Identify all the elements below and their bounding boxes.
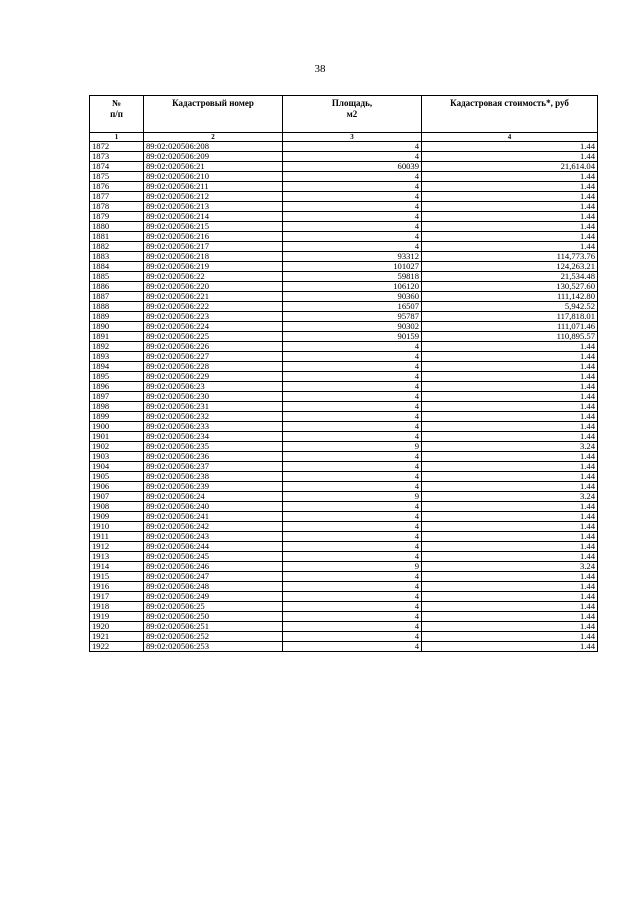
cadastral-number: 89:02:020506:237 xyxy=(144,462,283,472)
cadastral-number: 89:02:020506:252 xyxy=(144,632,283,642)
area-value: 9 xyxy=(283,442,422,452)
column-number: 4 xyxy=(422,133,598,142)
cadastral-value: 1.44 xyxy=(422,572,598,582)
row-number: 1910 xyxy=(90,522,144,532)
area-value: 4 xyxy=(283,642,422,652)
row-number: 1886 xyxy=(90,282,144,292)
cadastral-number: 89:02:020506:248 xyxy=(144,582,283,592)
table-row xyxy=(90,202,598,212)
cadastral-value: 1.44 xyxy=(422,592,598,602)
table-row xyxy=(90,412,598,422)
table-row xyxy=(90,432,598,442)
cadastral-number: 89:02:020506:251 xyxy=(144,622,283,632)
row-number: 1896 xyxy=(90,382,144,392)
table-row xyxy=(90,572,598,582)
cadastral-number: 89:02:020506:209 xyxy=(144,152,283,162)
area-value: 4 xyxy=(283,142,422,152)
row-number: 1872 xyxy=(90,142,144,152)
header-cadastral-number: Кадастровый номер xyxy=(144,96,283,133)
row-number: 1890 xyxy=(90,322,144,332)
row-number: 1922 xyxy=(90,642,144,652)
cadastral-number: 89:02:020506:222 xyxy=(144,302,283,312)
area-value: 4 xyxy=(283,232,422,242)
row-number: 1895 xyxy=(90,372,144,382)
cadastral-number: 89:02:020506:219 xyxy=(144,262,283,272)
table-row xyxy=(90,442,598,452)
table-row xyxy=(90,452,598,462)
table-row xyxy=(90,352,598,362)
row-number: 1874 xyxy=(90,162,144,172)
table-row xyxy=(90,632,598,642)
row-number: 1879 xyxy=(90,212,144,222)
cadastral-value: 1.44 xyxy=(422,452,598,462)
area-value: 4 xyxy=(283,482,422,492)
area-value: 4 xyxy=(283,222,422,232)
table-row xyxy=(90,272,598,282)
row-number: 1915 xyxy=(90,572,144,582)
table-row xyxy=(90,152,598,162)
row-number: 1875 xyxy=(90,172,144,182)
cadastral-number: 89:02:020506:249 xyxy=(144,592,283,602)
cadastral-value: 1.44 xyxy=(422,502,598,512)
table-row xyxy=(90,172,598,182)
column-number: 1 xyxy=(90,133,144,142)
table-row xyxy=(90,212,598,222)
table-row xyxy=(90,522,598,532)
area-value: 4 xyxy=(283,342,422,352)
area-value: 4 xyxy=(283,452,422,462)
row-number: 1917 xyxy=(90,592,144,602)
row-number: 1919 xyxy=(90,612,144,622)
cadastral-number: 89:02:020506:223 xyxy=(144,312,283,322)
area-value: 4 xyxy=(283,382,422,392)
cadastral-value: 1.44 xyxy=(422,412,598,422)
row-number: 1877 xyxy=(90,192,144,202)
table-row xyxy=(90,492,598,502)
cadastral-number: 89:02:020506:241 xyxy=(144,512,283,522)
header-number: № п/п xyxy=(90,96,144,133)
area-value: 4 xyxy=(283,602,422,612)
table-row xyxy=(90,472,598,482)
area-value: 4 xyxy=(283,582,422,592)
cadastral-value: 1.44 xyxy=(422,512,598,522)
cadastral-value: 1.44 xyxy=(422,622,598,632)
cadastral-value: 1.44 xyxy=(422,472,598,482)
table-row xyxy=(90,232,598,242)
cadastral-number: 89:02:020506:242 xyxy=(144,522,283,532)
table-row xyxy=(90,562,598,572)
column-number-row xyxy=(90,133,598,142)
cadastral-value: 1.44 xyxy=(422,392,598,402)
cadastral-number: 89:02:020506:230 xyxy=(144,392,283,402)
row-number: 1889 xyxy=(90,312,144,322)
cadastral-value: 1.44 xyxy=(422,632,598,642)
cadastral-value: 1.44 xyxy=(422,222,598,232)
cadastral-number: 89:02:020506:210 xyxy=(144,172,283,182)
cadastral-number: 89:02:020506:221 xyxy=(144,292,283,302)
table-row xyxy=(90,252,598,262)
column-number: 3 xyxy=(283,133,422,142)
row-number: 1899 xyxy=(90,412,144,422)
cadastral-value: 110,895.57 xyxy=(422,332,598,342)
area-value: 4 xyxy=(283,552,422,562)
cadastral-number: 89:02:020506:239 xyxy=(144,482,283,492)
cadastral-number: 89:02:020506:208 xyxy=(144,142,283,152)
cadastral-number: 89:02:020506:246 xyxy=(144,562,283,572)
row-number: 1892 xyxy=(90,342,144,352)
table-row xyxy=(90,512,598,522)
cadastral-value: 1.44 xyxy=(422,422,598,432)
row-number: 1900 xyxy=(90,422,144,432)
cadastral-value: 1.44 xyxy=(422,362,598,372)
area-value: 95787 xyxy=(283,312,422,322)
area-value: 4 xyxy=(283,632,422,642)
table-row xyxy=(90,222,598,232)
table-row xyxy=(90,382,598,392)
area-value: 93312 xyxy=(283,252,422,262)
area-value: 4 xyxy=(283,542,422,552)
cadastral-number: 89:02:020506:247 xyxy=(144,572,283,582)
header-area: Площадь, м2 xyxy=(283,96,422,133)
cadastral-value: 1.44 xyxy=(422,552,598,562)
table-row xyxy=(90,332,598,342)
table-row xyxy=(90,362,598,372)
table-row xyxy=(90,292,598,302)
table-row xyxy=(90,342,598,352)
cadastral-value: 1.44 xyxy=(422,352,598,362)
cadastral-value: 21,614.04 xyxy=(422,162,598,172)
row-number: 1881 xyxy=(90,232,144,242)
cadastral-value: 1.44 xyxy=(422,542,598,552)
area-value: 90302 xyxy=(283,322,422,332)
cadastral-value: 3.24 xyxy=(422,562,598,572)
cadastral-value: 1.44 xyxy=(422,612,598,622)
cadastral-number: 89:02:020506:212 xyxy=(144,192,283,202)
table-row xyxy=(90,182,598,192)
table-row xyxy=(90,602,598,612)
cadastral-number: 89:02:020506:23 xyxy=(144,382,283,392)
table-row xyxy=(90,142,598,152)
row-number: 1921 xyxy=(90,632,144,642)
cadastral-number: 89:02:020506:231 xyxy=(144,402,283,412)
table-row xyxy=(90,302,598,312)
row-number: 1873 xyxy=(90,152,144,162)
area-value: 4 xyxy=(283,502,422,512)
row-number: 1893 xyxy=(90,352,144,362)
table-row xyxy=(90,162,598,172)
area-value: 4 xyxy=(283,352,422,362)
row-number: 1883 xyxy=(90,252,144,262)
cadastral-number: 89:02:020506:226 xyxy=(144,342,283,352)
row-number: 1897 xyxy=(90,392,144,402)
cadastral-table xyxy=(89,95,598,652)
table-row xyxy=(90,622,598,632)
cadastral-number: 89:02:020506:227 xyxy=(144,352,283,362)
cadastral-value: 1.44 xyxy=(422,242,598,252)
cadastral-value: 1.44 xyxy=(422,522,598,532)
area-value: 4 xyxy=(283,512,422,522)
table-row xyxy=(90,552,598,562)
row-number: 1907 xyxy=(90,492,144,502)
cadastral-value: 1.44 xyxy=(422,642,598,652)
area-value: 4 xyxy=(283,362,422,372)
area-value: 60039 xyxy=(283,162,422,172)
cadastral-value: 111,071.46 xyxy=(422,322,598,332)
cadastral-number: 89:02:020506:253 xyxy=(144,642,283,652)
row-number: 1916 xyxy=(90,582,144,592)
cadastral-value: 130,527.60 xyxy=(422,282,598,292)
cadastral-number: 89:02:020506:236 xyxy=(144,452,283,462)
row-number: 1882 xyxy=(90,242,144,252)
cadastral-number: 89:02:020506:224 xyxy=(144,322,283,332)
cadastral-number: 89:02:020506:218 xyxy=(144,252,283,262)
row-number: 1908 xyxy=(90,502,144,512)
table-body xyxy=(90,142,598,652)
cadastral-number: 89:02:020506:225 xyxy=(144,332,283,342)
table-row xyxy=(90,242,598,252)
row-number: 1909 xyxy=(90,512,144,522)
cadastral-number: 89:02:020506:217 xyxy=(144,242,283,252)
cadastral-number: 89:02:020506:238 xyxy=(144,472,283,482)
table-row xyxy=(90,372,598,382)
cadastral-number: 89:02:020506:233 xyxy=(144,422,283,432)
page-number: 38 xyxy=(314,63,326,75)
area-value: 4 xyxy=(283,172,422,182)
row-number: 1904 xyxy=(90,462,144,472)
area-value: 16507 xyxy=(283,302,422,312)
cadastral-number: 89:02:020506:250 xyxy=(144,612,283,622)
cadastral-value: 1.44 xyxy=(422,402,598,412)
table-row xyxy=(90,582,598,592)
row-number: 1888 xyxy=(90,302,144,312)
column-number: 2 xyxy=(144,133,283,142)
cadastral-value: 1.44 xyxy=(422,202,598,212)
row-number: 1912 xyxy=(90,542,144,552)
area-value: 4 xyxy=(283,592,422,602)
cadastral-number: 89:02:020506:234 xyxy=(144,432,283,442)
area-value: 4 xyxy=(283,612,422,622)
cadastral-number: 89:02:020506:245 xyxy=(144,552,283,562)
cadastral-number: 89:02:020506:240 xyxy=(144,502,283,512)
cadastral-value: 117,818.01 xyxy=(422,312,598,322)
cadastral-value: 1.44 xyxy=(422,602,598,612)
cadastral-value: 1.44 xyxy=(422,582,598,592)
table-row xyxy=(90,482,598,492)
cadastral-number: 89:02:020506:216 xyxy=(144,232,283,242)
row-number: 1918 xyxy=(90,602,144,612)
cadastral-value: 1.44 xyxy=(422,232,598,242)
cadastral-number: 89:02:020506:214 xyxy=(144,212,283,222)
cadastral-number: 89:02:020506:235 xyxy=(144,442,283,452)
area-value: 4 xyxy=(283,402,422,412)
cadastral-value: 1.44 xyxy=(422,182,598,192)
row-number: 1905 xyxy=(90,472,144,482)
cadastral-value: 1.44 xyxy=(422,532,598,542)
row-number: 1885 xyxy=(90,272,144,282)
cadastral-value: 1.44 xyxy=(422,172,598,182)
cadastral-number: 89:02:020506:215 xyxy=(144,222,283,232)
table-row xyxy=(90,642,598,652)
cadastral-number: 89:02:020506:25 xyxy=(144,602,283,612)
cadastral-value: 1.44 xyxy=(422,372,598,382)
cadastral-value: 1.44 xyxy=(422,342,598,352)
cadastral-value: 3.24 xyxy=(422,492,598,502)
table-row xyxy=(90,192,598,202)
area-value: 4 xyxy=(283,182,422,192)
cadastral-value: 21,534.48 xyxy=(422,272,598,282)
cadastral-number: 89:02:020506:228 xyxy=(144,362,283,372)
table-row xyxy=(90,422,598,432)
table-row xyxy=(90,322,598,332)
area-value: 4 xyxy=(283,192,422,202)
row-number: 1920 xyxy=(90,622,144,632)
cadastral-number: 89:02:020506:24 xyxy=(144,492,283,502)
row-number: 1913 xyxy=(90,552,144,562)
cadastral-number: 89:02:020506:243 xyxy=(144,532,283,542)
row-number: 1906 xyxy=(90,482,144,492)
cadastral-value: 1.44 xyxy=(422,152,598,162)
cadastral-value: 5,942.52 xyxy=(422,302,598,312)
row-number: 1880 xyxy=(90,222,144,232)
area-value: 4 xyxy=(283,202,422,212)
table-row xyxy=(90,532,598,542)
area-value: 4 xyxy=(283,472,422,482)
cadastral-value: 124,263.21 xyxy=(422,262,598,272)
cadastral-number: 89:02:020506:21 xyxy=(144,162,283,172)
row-number: 1891 xyxy=(90,332,144,342)
cadastral-value: 1.44 xyxy=(422,212,598,222)
cadastral-value: 114,773.76 xyxy=(422,252,598,262)
cadastral-value: 3.24 xyxy=(422,442,598,452)
cadastral-value: 1.44 xyxy=(422,482,598,492)
table-row xyxy=(90,612,598,622)
cadastral-number: 89:02:020506:220 xyxy=(144,282,283,292)
table-row xyxy=(90,312,598,322)
area-value: 106120 xyxy=(283,282,422,292)
table-row xyxy=(90,392,598,402)
area-value: 9 xyxy=(283,562,422,572)
row-number: 1894 xyxy=(90,362,144,372)
area-value: 4 xyxy=(283,462,422,472)
cadastral-value: 1.44 xyxy=(422,192,598,202)
area-value: 4 xyxy=(283,242,422,252)
row-number: 1876 xyxy=(90,182,144,192)
area-value: 90360 xyxy=(283,292,422,302)
area-value: 4 xyxy=(283,432,422,442)
area-value: 101027 xyxy=(283,262,422,272)
row-number: 1878 xyxy=(90,202,144,212)
area-value: 4 xyxy=(283,572,422,582)
area-value: 9 xyxy=(283,492,422,502)
cadastral-number: 89:02:020506:213 xyxy=(144,202,283,212)
cadastral-number: 89:02:020506:232 xyxy=(144,412,283,422)
area-value: 4 xyxy=(283,422,422,432)
area-value: 4 xyxy=(283,532,422,542)
cadastral-value: 1.44 xyxy=(422,462,598,472)
cadastral-value: 1.44 xyxy=(422,382,598,392)
row-number: 1902 xyxy=(90,442,144,452)
row-number: 1884 xyxy=(90,262,144,272)
area-value: 4 xyxy=(283,522,422,532)
header-cadastral-value: Кадастровая стоимость*, руб xyxy=(422,96,598,133)
cadastral-number: 89:02:020506:244 xyxy=(144,542,283,552)
cadastral-number: 89:02:020506:229 xyxy=(144,372,283,382)
row-number: 1901 xyxy=(90,432,144,442)
area-value: 4 xyxy=(283,622,422,632)
area-value: 4 xyxy=(283,212,422,222)
cadastral-number: 89:02:020506:22 xyxy=(144,272,283,282)
row-number: 1914 xyxy=(90,562,144,572)
cadastral-number: 89:02:020506:211 xyxy=(144,182,283,192)
table-row xyxy=(90,462,598,472)
row-number: 1898 xyxy=(90,402,144,412)
row-number: 1911 xyxy=(90,532,144,542)
table-row xyxy=(90,282,598,292)
area-value: 4 xyxy=(283,412,422,422)
area-value: 4 xyxy=(283,392,422,402)
cadastral-value: 1.44 xyxy=(422,142,598,152)
row-number: 1887 xyxy=(90,292,144,302)
table-row xyxy=(90,402,598,412)
table-header-row xyxy=(90,96,598,133)
table-row xyxy=(90,542,598,552)
table-row xyxy=(90,592,598,602)
area-value: 59818 xyxy=(283,272,422,282)
area-value: 90159 xyxy=(283,332,422,342)
area-value: 4 xyxy=(283,152,422,162)
cadastral-value: 1.44 xyxy=(422,432,598,442)
table-row xyxy=(90,502,598,512)
area-value: 4 xyxy=(283,372,422,382)
row-number: 1903 xyxy=(90,452,144,462)
cadastral-value: 111,142.80 xyxy=(422,292,598,302)
table-row xyxy=(90,262,598,272)
